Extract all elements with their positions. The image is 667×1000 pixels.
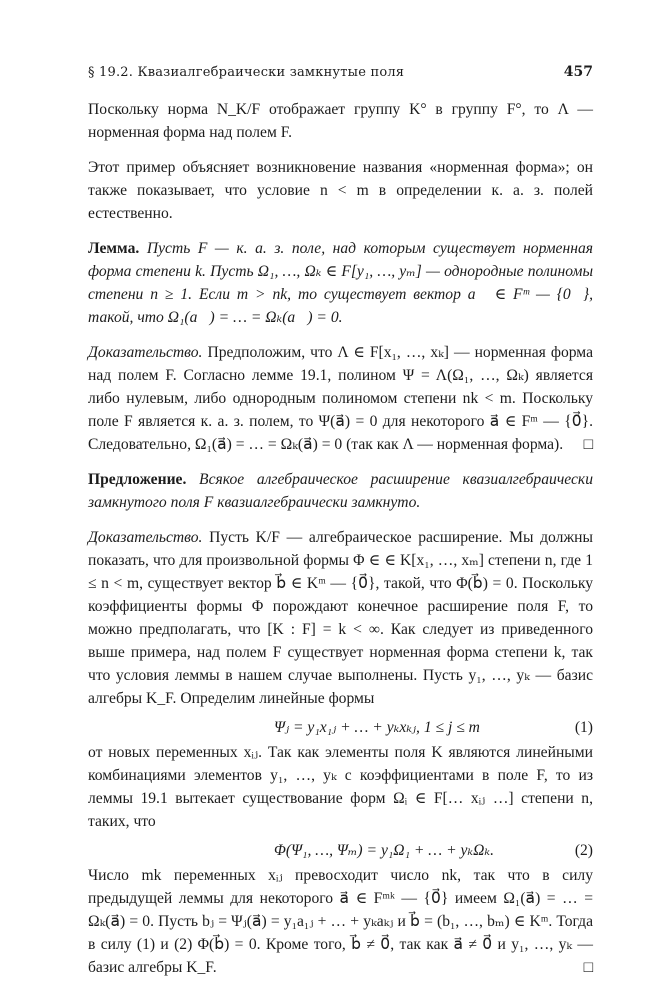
proof-text: Предположим, что Λ ∈ F[x₁, …, xₖ] — норменная форма над полем F. Согласно лемме 19.1, полином Ψ = Λ(Ω₁, …, Ωₖ) является либо нулевым, либо однородным полиномом степени nk < m. Поскольку поле F является к. а. з. полем, то Ψ(a⃗) = 0 для некоторого a⃗ ∈ Fᵐ — {0⃗}. Следовательно, Ω₁(a⃗) = … = Ωₖ(a⃗) = 0 (так как Λ — норменная форма). [88,344,593,453]
formula-1-expression: Ψⱼ = y₁x₁ⱼ + … + yₖxₖⱼ, 1 ≤ j ≤ m [274,719,480,736]
paragraph-variables: от новых переменных xᵢⱼ. Так как элементы поля K являются линейными комбинациями элементов y₁, …, yₖ с коэффициентами в поле F, то из леммы 19.1 вытекает существование форм Ωᵢ ∈ F[… xᵢⱼ …] степени n, таких, что [88,744,593,830]
proof-heading: Доказательство. [88,344,203,361]
proposition-proof [88,526,593,710]
paragraph-conclusion [88,864,593,979]
formula-2-expression: Φ(Ψ₁, …, Ψₘ) = y₁Ω₁ + … + yₖΩₖ. [274,842,494,859]
formula-1 [88,716,593,739]
running-head [88,64,593,80]
qed-mark: □ [583,436,593,453]
paragraph-example: Этот пример объясняет возникновение названия «норменная форма»; он также показывает, что условие n < m в определении к. а. з. полей естественно. [88,159,593,222]
lemma-proof [88,341,593,456]
formula-1-tag: (1) [574,719,593,736]
lemma [88,237,593,329]
formula-2 [88,839,593,862]
lemma-heading: Лемма. [88,240,140,257]
proposition [88,468,593,514]
formula-2-tag: (2) [574,842,593,859]
lemma-statement: Пусть F — к. а. з. поле, над которым существует норменная форма степени k. Пусть Ω₁, …, Ωₖ ∈ F[y₁, …, yₘ] — однородные полиномы степени n ≥ 1. Если m > nk, то существует вектор a⃗ ∈ Fᵐ — {0⃗}, такой, что Ω₁(a⃗) = … = Ωₖ(a⃗) = 0. [88,240,593,326]
paragraph-norm: Поскольку норма N_K/F отображает группу K° в группу F°, то Λ — норменная форма над полем F. [88,101,593,141]
section-title: § 19.2. Квазиалгебраически замкнутые поля [88,65,405,80]
qed-mark: □ [583,959,593,976]
proof-heading: Доказательство. [88,529,203,546]
proposition-statement: Всякое алгебраическое расширение квазиалгебраически замкнутого поля F квазиалгебраически замкнуто. [88,471,593,511]
proposition-heading: Предложение. [88,471,187,488]
conclusion-text: Число mk переменных xᵢⱼ превосходит число nk, так что в силу предыдущей леммы для некоторого a⃗ ∈ Fᵐᵏ — {0⃗} имеем Ω₁(a⃗) = … = Ωₖ(a⃗) = 0. Пусть bⱼ = Ψⱼ(a⃗) = y₁a₁ⱼ + … + yₖaₖⱼ и b⃗ = (b₁, …, bₘ) ∈ Kᵐ. Тогда в силу (1) и (2) Φ(b⃗) = 0. Кроме того, b⃗ ≠ 0⃗, так как a⃗ ≠ 0⃗ и y₁, …, yₖ — базис алгебры K_F. [88,867,593,976]
proof-text: Пусть K/F — алгебраическое расширение. Мы должны показать, что для произвольной формы Φ ∈ ∈ K[x₁, …, xₘ] степени n, где 1 ≤ n < m, существует вектор b⃗ ∈ Kᵐ — {0⃗}, такой, что Φ(b⃗) = 0. Поскольку коэффициенты формы Φ порождают конечное расширение поля F, то можно предполагать, что [K : F] = k < ∞. Как следует из приведенного выше примера, над полем F существует норменная форма степени k, так что условия леммы в нашем случае выполнены. Пусть y₁, …, yₖ — базис алгебры K_F. Определим линейные формы [88,529,593,707]
page-number: 457 [563,64,593,80]
